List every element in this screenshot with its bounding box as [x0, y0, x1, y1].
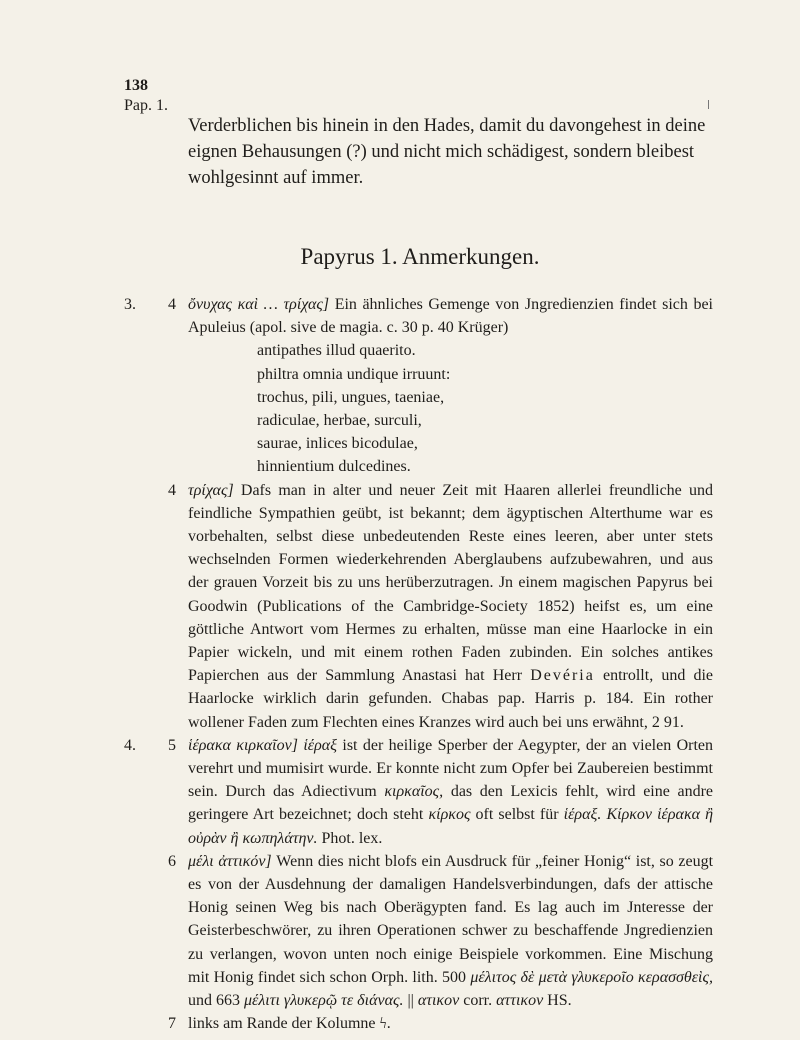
note-3-4-b	[0, 479, 800, 734]
margin-mark	[708, 100, 709, 109]
verse-line: antipathes illud quaerito.	[257, 342, 416, 360]
note-4-5	[0, 734, 800, 850]
intro-paragraph: Verderblichen bis hinein in den Hades, damit du davongehest in deine eignen Behausungen (?) und nicht mich schädigest, sondern bleibest wohlgesinnt auf immer.	[188, 116, 706, 188]
note-content: HS.	[547, 992, 572, 1010]
note-content: corr.	[463, 992, 493, 1010]
note-content: das den Lexicis fehlt, wird eine andre geringere Art bezeichnet; doch steht	[188, 783, 714, 824]
margin-symbol: ϟ.	[379, 1015, 391, 1033]
greek-term: αττικον	[496, 992, 544, 1010]
note-content: Ein ähnliches Gemenge von Jngredienzien findet sich bei Apuleius (apol. sive de magia. c. 30 p. 40 Krüger)	[188, 296, 714, 337]
note-line-number: 4	[168, 481, 176, 499]
note-line-number: 4	[168, 296, 176, 313]
greek-quotation: μέλιτος δὲ μετὰ γλυκεροῖο κερασσθεὶς,	[470, 968, 713, 986]
verse-line: hinnientium dulcedines.	[257, 458, 411, 476]
note-text	[188, 850, 713, 1012]
note-content: Phot. lex.	[321, 829, 383, 847]
greek-quotation: μέλιτι γλυκερῷ τε διάνας.	[244, 992, 404, 1010]
note-section-number: 3.	[124, 296, 136, 313]
greek-quotation: Κίρκον ἱέρακα ἢ οὐρὰν ἢ κωπηλάτην.	[188, 806, 714, 847]
greek-term: ἱέραξ	[303, 736, 337, 754]
apuleius-verse	[257, 339, 800, 478]
note-content: entrollt, und die Haarlocke wirklich darin gefunden. Chabas pap. Harris p. 184. Ein rother wollener Faden zum Flechten eines Kranzes wird auch bei uns erwähnt, 2 91.	[188, 667, 714, 731]
note-lemma: τρίχας]	[188, 481, 234, 499]
verse-line: saurae, inlices bicodulae,	[257, 435, 418, 453]
note-4-7	[0, 1012, 800, 1035]
greek-term: κίρκος	[428, 806, 471, 824]
page-number: 138	[124, 77, 148, 94]
notes-section	[0, 293, 800, 1036]
note-content: links am Rande der Kolumne	[188, 1015, 376, 1033]
note-content: oft selbst für	[475, 806, 559, 824]
note-3-4	[0, 293, 800, 479]
note-text	[188, 293, 713, 339]
person-name: Devéria	[530, 667, 595, 685]
note-lemma: ἱέρακα κιρκαῖον]	[188, 736, 298, 754]
greek-term: κιρκαῖος,	[384, 783, 444, 801]
verse-line: radiculae, herbae, surculi,	[257, 412, 422, 430]
note-lemma: ὄνυχας καὶ … τρίχας]	[188, 296, 330, 313]
note-content: Dafs man in alter und neuer Zeit mit Haaren allerlei freundliche und feindliche Sympathien geübt, ist bekannt; dem ägyptischen Alterthume war es vorbehalten, selbst diese unbedeutenden Reste eines leeren, aber unter stets wechselnden Formen wiederkehrenden Aberglaubens aufzubewahren, und aus der grauen Vorzeit bis zu uns herüberzutragen. Jn einem magischen Papyrus bei Goodwin (Publications of the Cambridge-Society 1852) heifst es, um eine göttliche Antwort vom Hermes zu erhalten, müsse man eine Haarlocke in ein Papier wickeln, und mit einem rothen Faden zubinden. Ein solches antikes Papierchen aus der Sammlung Anastasi hat Herr	[188, 481, 713, 685]
greek-term: ατικον	[417, 992, 460, 1010]
note-content: Wenn dies nicht blofs ein Ausdruck für „feiner Honig“ ist, so zeugt es von der Ausdehnung der damaligen Handelsverbindungen, dafs der attische Honig seinen Weg bis nach Oberägypten fand. Es lag auch im Jnteresse der Geisterbeschwörer, zu ihren Operationen schwer zu beschaffende Jngredienzien zu verlangen, wovon unten noch einige Beispiele vorkommen. Eine Mischung mit Honig findet sich schon Orph. lith. 500	[188, 852, 714, 986]
note-lemma: μέλι ἀττικόν]	[188, 852, 272, 870]
note-text	[188, 1012, 713, 1035]
greek-term: ἱέραξ.	[563, 806, 602, 824]
note-line-number: 5	[168, 736, 176, 754]
papyrus-reference: Pap. 1.	[124, 97, 168, 114]
note-content: ||	[407, 992, 414, 1010]
verse-line: philtra omnia undique irruunt:	[257, 365, 451, 383]
note-text	[188, 734, 713, 850]
note-content: ist der heilige Sperber der Aegypter, der an vielen Orten verehrt und mumisirt wurde. Er konnte nicht zum Opfer bei Zaubereien bestimmt sein. Durch das Adiectivum	[188, 736, 714, 801]
note-section-number: 4.	[124, 736, 136, 754]
note-text	[188, 479, 713, 734]
note-content: und 663	[188, 992, 240, 1010]
note-4-6	[0, 850, 800, 1012]
note-line-number: 6	[168, 852, 176, 870]
verse-line: trochus, pili, ungues, taeniae,	[257, 388, 445, 406]
section-heading: Papyrus 1. Anmerkungen.	[300, 244, 540, 269]
note-line-number: 7	[168, 1015, 176, 1033]
